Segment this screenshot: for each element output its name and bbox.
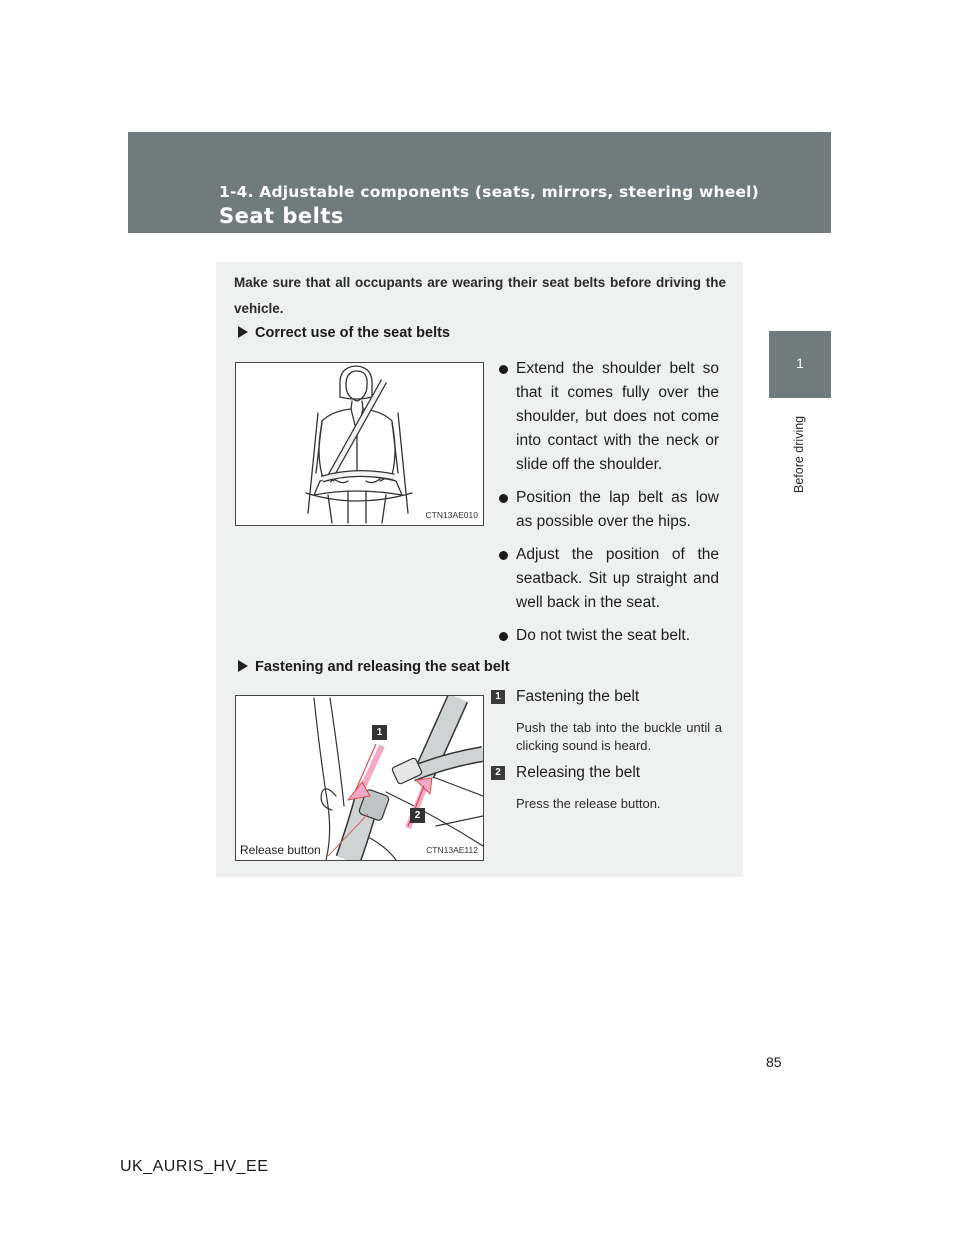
- step-description: Push the tab into the buckle until a clicking sound is heard.: [516, 720, 722, 753]
- correct-use-bullets: [499, 357, 719, 657]
- document-code: UK_AURIS_HV_EE: [120, 1158, 269, 1175]
- step-title: Fastening the belt: [516, 688, 640, 705]
- step-number: 2: [491, 766, 505, 780]
- page-number: 85: [766, 1054, 782, 1070]
- chapter-tab-number: 1: [796, 355, 804, 371]
- triangle-bullet-icon: [238, 326, 248, 338]
- fastening-heading-text: Fastening and releasing the seat belt: [255, 659, 510, 675]
- step-title: Releasing the belt: [516, 764, 641, 781]
- seated-person-figure: [235, 362, 484, 526]
- step-description: Press the release button.: [516, 796, 661, 811]
- seated-person-illustration: [236, 363, 483, 525]
- figure-code: CTN13AE112: [426, 845, 478, 855]
- step-number: 1: [491, 690, 505, 704]
- step-releasing: [491, 763, 731, 813]
- buckle-figure: [235, 695, 484, 861]
- chapter-tab-label-wrap: [788, 405, 808, 500]
- bullet-item: Position the lap belt as low as possible over the hips.: [499, 486, 719, 534]
- triangle-bullet-icon: [238, 660, 248, 672]
- bullet-item: Do not twist the seat belt.: [499, 624, 719, 648]
- correct-use-heading: [238, 325, 450, 341]
- content-panel: [216, 262, 743, 877]
- step-fastening: [491, 687, 731, 755]
- page-title: Seat belts: [219, 204, 344, 228]
- chapter-tab: [769, 331, 831, 398]
- bullet-item: Adjust the position of the seatback. Sit up straight and well back in the seat.: [499, 543, 719, 615]
- chapter-tab-label: Before driving: [792, 415, 806, 493]
- callout-number: 2: [410, 808, 425, 823]
- bullet-item: Extend the shoulder belt so that it comes fully over the shoulder, but does not come into contact with the neck or slide off the shoulder.: [499, 357, 719, 477]
- buckle-illustration: [236, 696, 483, 860]
- chapter-header: [128, 132, 831, 233]
- section-title: 1-4. Adjustable components (seats, mirrors, steering wheel): [219, 183, 759, 201]
- fastening-heading: [238, 659, 510, 675]
- correct-use-heading-text: Correct use of the seat belts: [255, 325, 450, 341]
- release-button-label: Release button: [240, 843, 321, 857]
- callout-number: 1: [372, 725, 387, 740]
- intro-text: Make sure that all occupants are wearing their seat belts before driving the vehicle.: [234, 275, 726, 316]
- figure-code: CTN13AE010: [425, 510, 478, 520]
